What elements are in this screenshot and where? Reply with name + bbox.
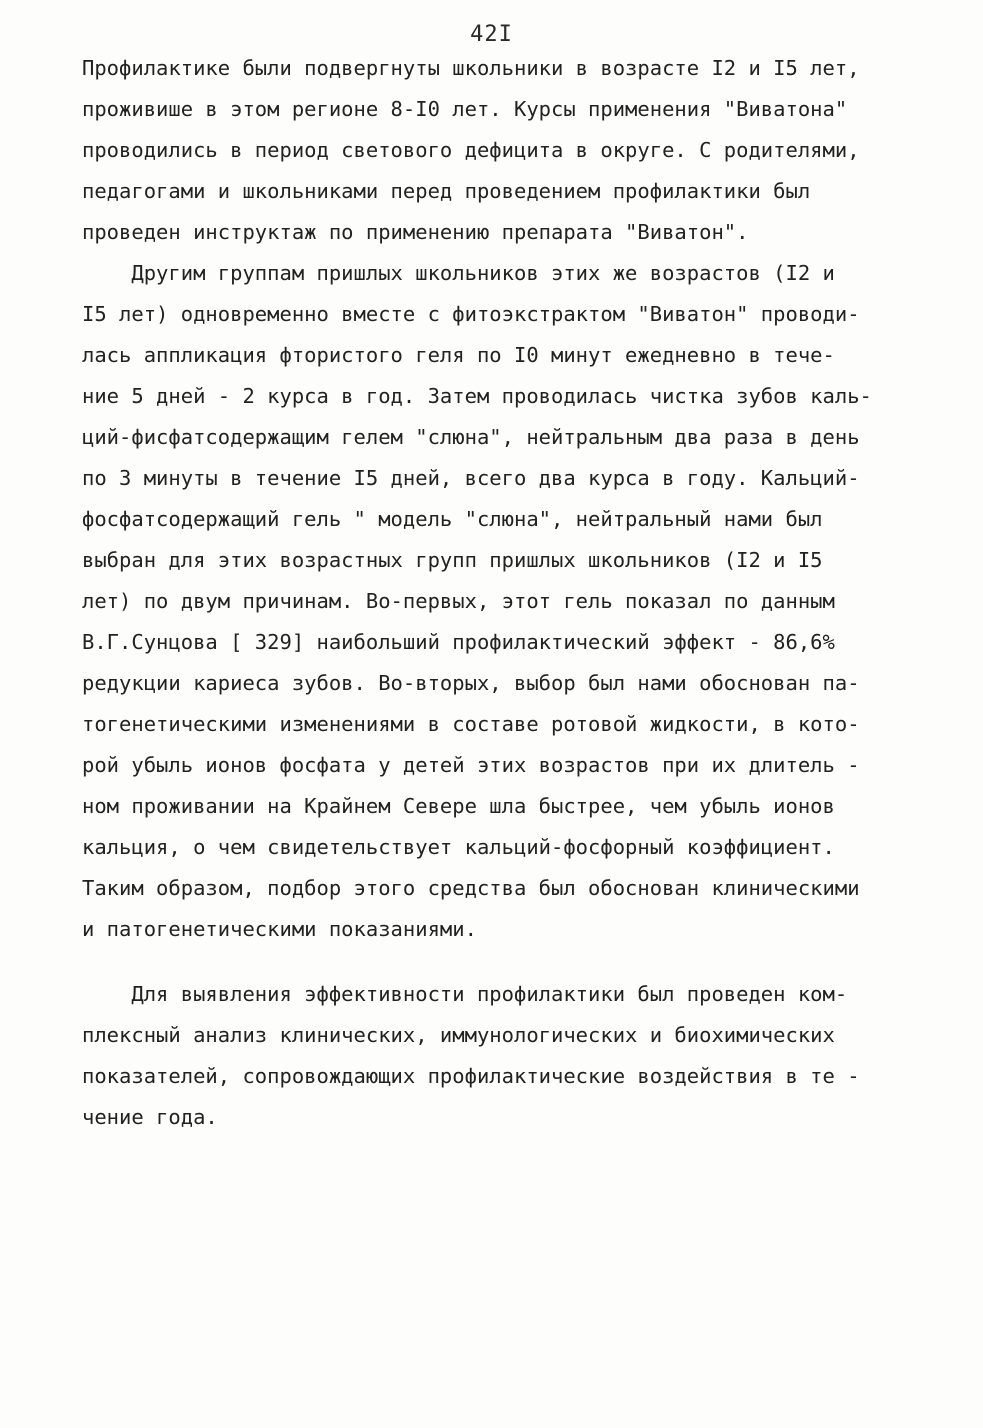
text-line: кальция, о чем свидетельствует кальций-фосфорный коэффициент. [82,835,835,859]
text-line: рой убыль ионов фосфата у детей этих возрастов при их длитель - [82,753,860,777]
text-line: тогенетическими изменениями в составе ротовой жидкости, в кото- [82,712,860,736]
paragraph-3 [82,974,902,1138]
text-line: В.Г.Сунцова [ 329] наибольший профилактический эффект - 86,6% [82,630,835,654]
text-line: показателей, сопровождающих профилактические воздействия в те - [82,1064,860,1088]
text-line: фосфатсодержащий гель " модель "слюна", нейтральный нами был [82,507,823,531]
paragraph-2 [82,253,902,950]
text-line: Таким образом, подбор этого средства был обоснован клиническими [82,876,860,900]
text-line: лась аппликация фтористого геля по I0 минут ежедневно в тече- [82,343,835,367]
text-line: чение года. [82,1105,218,1129]
page-number: 42I [470,22,513,47]
text-line: выбран для этих возрастных групп пришлых школьников (I2 и I5 [82,548,823,572]
text-line: и патогенетическими показаниями. [82,917,477,941]
text-line: Другим группам пришлых школьников этих же возрастов (I2 и [82,261,835,285]
text-line: педагогами и школьниками перед проведением профилактики был [82,179,811,203]
text-line: ций-фисфатсодержащим гелем "слюна", нейтральным два раза в день [82,425,860,449]
text-line: редукции кариеса зубов. Во-вторых, выбор был нами обоснован па- [82,671,860,695]
text-line: ние 5 дней - 2 курса в год. Затем проводилась чистка зубов каль- [82,384,872,408]
text-line: ном проживании на Крайнем Севере шла быстрее, чем убыль ионов [82,794,835,818]
paragraph-1 [82,48,902,253]
text-line: Для выявления эффективности профилактики был проведен ком- [82,982,848,1006]
text-line: проводились в период светового дефицита в округе. С родителями, [82,138,860,162]
text-line: лет) по двум причинам. Во-первых, этот гель показал по данным [82,589,835,613]
text-line: проведен инструктаж по применению препарата "Виватон". [82,220,749,244]
text-line: I5 лет) одновременно вместе с фитоэкстрактом "Виватон" проводи- [82,302,860,326]
text-line: по 3 минуты в течение I5 дней, всего два курса в году. Кальций- [82,466,860,490]
text-line: плексный анализ клинических, иммунологических и биохимических [82,1023,835,1047]
text-line: проживише в этом регионе 8-I0 лет. Курсы применения "Виватона" [82,97,848,121]
text-line: Профилактике были подвергнуты школьники в возрасте I2 и I5 лет, [82,56,860,80]
